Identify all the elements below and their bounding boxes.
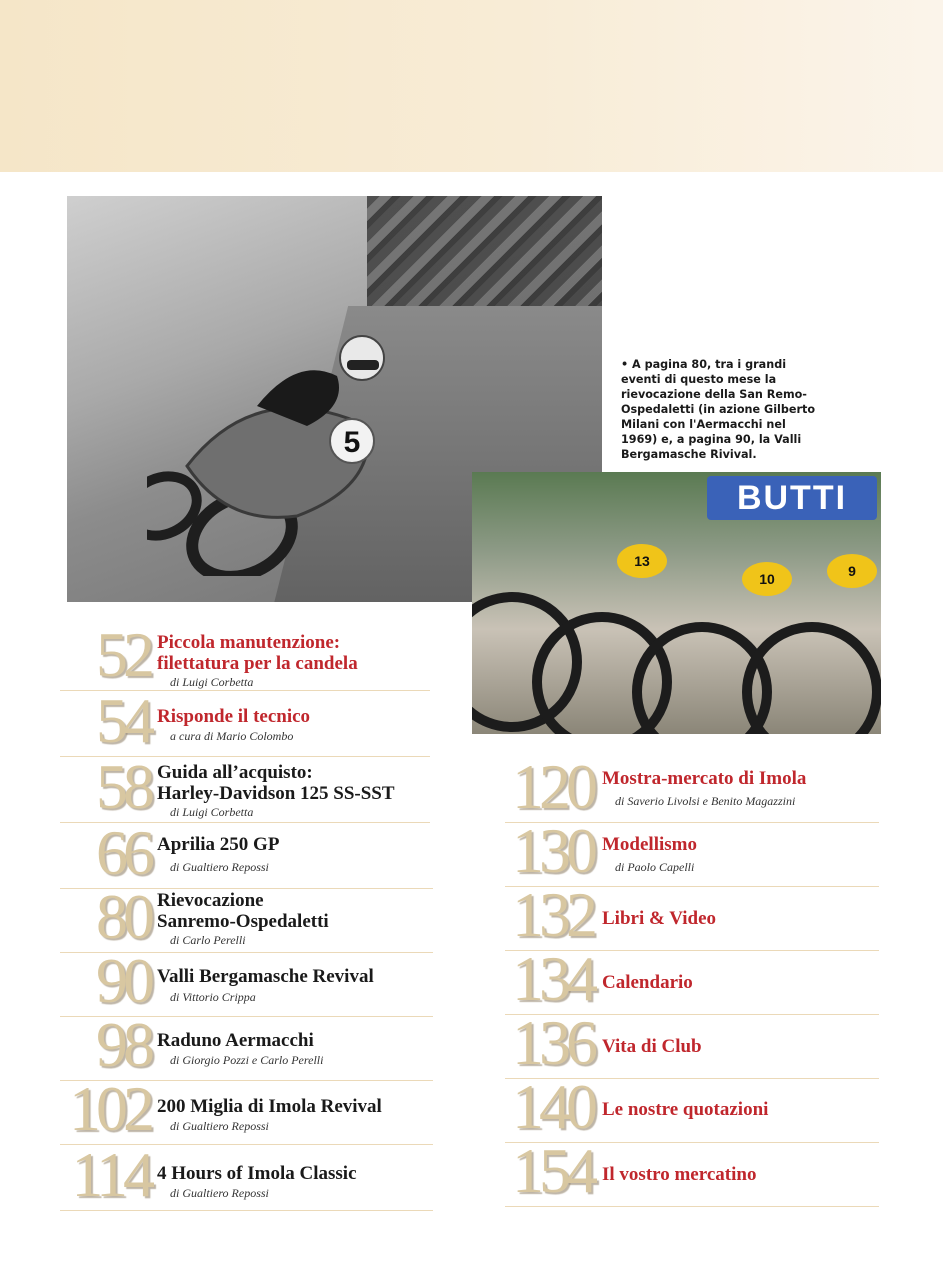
article-title: Mostra-mercato di Imola [602, 768, 807, 789]
page-number: 140 [512, 1071, 593, 1142]
article-author: di Saverio Livolsi e Benito Magazzini [615, 794, 796, 808]
article-author: di Carlo Perelli [170, 933, 246, 947]
page-number: 120 [512, 751, 593, 822]
toc-item[interactable] [60, 619, 430, 691]
article-title: Le nostre quotazioni [602, 1099, 769, 1120]
toc-item[interactable] [505, 1071, 879, 1143]
page-number: 52 [96, 619, 150, 690]
toc-item[interactable] [60, 817, 433, 889]
page-number: 54 [96, 685, 150, 756]
toc-item[interactable] [505, 815, 879, 887]
article-author: di Luigi Corbetta [170, 805, 254, 819]
page-number: 66 [96, 817, 150, 888]
header-band [0, 0, 943, 172]
page-number: 132 [512, 879, 593, 950]
article-title: Valli Bergamasche Revival [157, 966, 374, 987]
article-title: Rievocazione Sanremo-Ospedaletti [157, 890, 329, 932]
toc-item[interactable] [60, 685, 430, 757]
article-title: Il vostro mercatino [602, 1164, 757, 1185]
photo-caption: • A pagina 80, tra i grandi eventi di questo mese la rievocazione della San Remo-Ospedaletti (in azione Gilberto Milani con l'Aermacchi nel 1969) e, a pagina 90, la Valli Bergamasche Rivival. [621, 358, 816, 461]
toc-item[interactable] [505, 943, 879, 1015]
article-title: Modellismo [602, 834, 697, 855]
tank-plate: 10 [742, 562, 792, 596]
page-number: 58 [96, 751, 150, 822]
article-author: di Giorgio Pozzi e Carlo Perelli [170, 1053, 324, 1067]
article-title: Guida all’acquisto: Harley-Davidson 125 SS-SST [157, 762, 395, 804]
article-author: di Paolo Capelli [615, 860, 695, 874]
page-number: 136 [512, 1007, 593, 1078]
article-author: a cura di Mario Colombo [170, 729, 294, 743]
article-author: di Gualtiero Repossi [170, 860, 269, 874]
toc-item[interactable] [505, 879, 879, 951]
race-number: 5 [343, 426, 361, 459]
article-author: di Gualtiero Repossi [170, 1186, 269, 1200]
toc-item[interactable] [505, 751, 879, 823]
tank-plate: 9 [827, 554, 877, 588]
motocross-bikes-photo [472, 472, 881, 734]
motorcycle-rider-illustration [147, 316, 387, 576]
page-number: 130 [512, 815, 593, 886]
page-number: 154 [512, 1135, 593, 1206]
page-number: 80 [96, 881, 150, 952]
article-title: Raduno Aermacchi [157, 1030, 314, 1051]
article-title: Risponde il tecnico [157, 706, 311, 727]
article-author: di Luigi Corbetta [170, 675, 254, 689]
toc-item[interactable] [60, 1009, 433, 1081]
article-title: 4 Hours of Imola Classic [157, 1163, 357, 1184]
toc-item[interactable] [60, 1139, 433, 1211]
butti-sign: BUTTI [707, 476, 877, 520]
toc-item[interactable] [505, 1135, 879, 1207]
page-number: 98 [96, 1009, 150, 1080]
article-title: Aprilia 250 GP [157, 834, 280, 855]
toc-item[interactable] [505, 1007, 879, 1079]
article-title: 200 Miglia di Imola Revival [157, 1096, 382, 1117]
page-number: 102 [69, 1073, 150, 1144]
article-title: Calendario [602, 972, 693, 993]
bike-wheel [742, 622, 881, 734]
article-title: Vita di Club [602, 1036, 702, 1057]
article-title: Piccola manutenzione: filettatura per la candela [157, 632, 358, 674]
article-author: di Gualtiero Repossi [170, 1119, 269, 1133]
toc-item[interactable] [60, 945, 433, 1017]
toc-item[interactable] [60, 881, 433, 953]
toc-item[interactable] [60, 1073, 433, 1145]
article-title: Libri & Video [602, 908, 717, 929]
page-number: 90 [96, 945, 150, 1016]
article-author: di Vittorio Crippa [170, 990, 256, 1004]
tank-plate: 13 [617, 544, 667, 578]
page-number: 114 [71, 1139, 150, 1210]
page-number: 134 [512, 943, 593, 1014]
toc-item[interactable] [60, 751, 430, 823]
